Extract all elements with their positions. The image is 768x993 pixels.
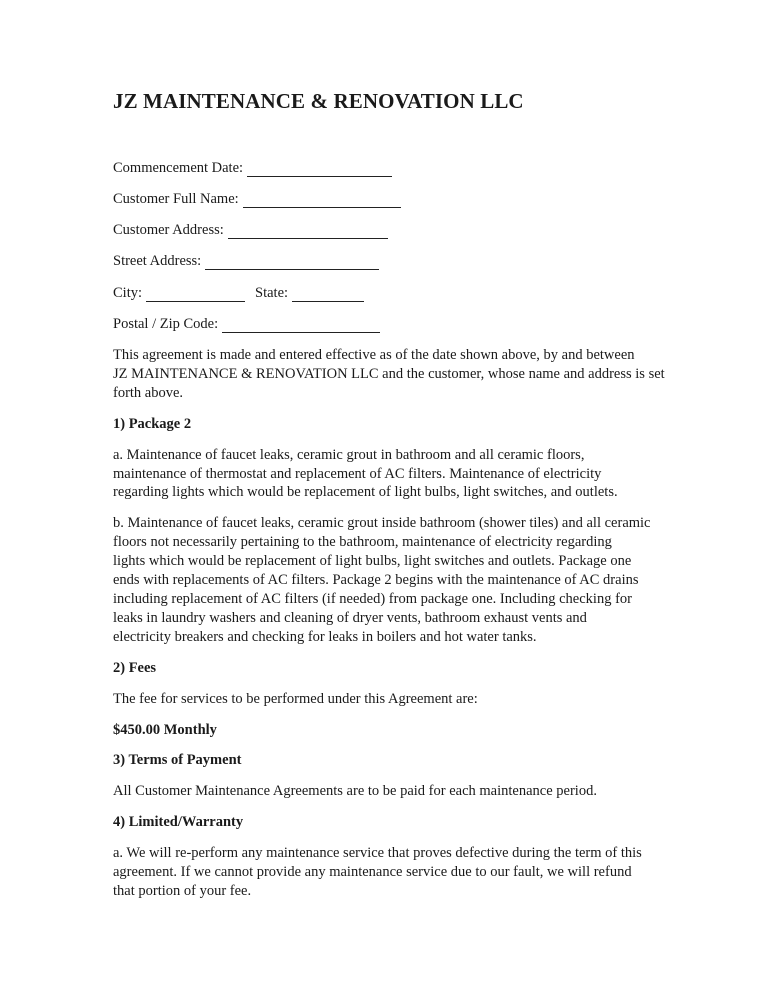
intro-paragraph: [113, 346, 673, 403]
customer-full-name-blank: [243, 194, 401, 208]
postal-zip-label: Postal / Zip Code:: [113, 316, 219, 332]
city-blank: [146, 288, 245, 302]
customer-full-name-label: Customer Full Name:: [113, 191, 239, 207]
customer-address-blank: [228, 225, 388, 239]
street-address-field: [113, 253, 379, 270]
text-line: regarding lights which would be replacement of light bulbs, light switches, and outlets.: [113, 484, 618, 501]
warranty-paragraph-a: [113, 844, 673, 901]
street-address-blank: [205, 256, 379, 270]
commencement-date-label: Commencement Date:: [113, 160, 244, 176]
section-heading-warranty: 4) Limited/Warranty: [113, 814, 244, 831]
fees-paragraph: The fee for services to be performed under this Agreement are:: [113, 690, 478, 707]
city-label: City:: [113, 285, 143, 301]
text-line: including replacement of AC filters (if needed) from package one. Including checking for: [113, 590, 632, 607]
text-line: floors not necessarily pertaining to the bathroom, maintenance of electricity regarding: [113, 534, 612, 551]
text-line: a. We will re-perform any maintenance service that proves defective during the term of this: [113, 845, 642, 862]
postal-zip-blank: [222, 319, 380, 333]
package-paragraph-a: [113, 446, 673, 503]
text-line: electricity breakers and checking for leaks in boilers and hot water tanks.: [113, 628, 537, 645]
text-line: that portion of your fee.: [113, 882, 252, 899]
text-line: maintenance of thermostat and replacement of AC filters. Maintenance of electricity: [113, 465, 602, 482]
text-line: forth above.: [113, 384, 184, 401]
commencement-date-blank: [247, 163, 392, 177]
commencement-date-field: [113, 160, 392, 177]
text-line: leaks in laundry washers and cleaning of dryer vents, bathroom exhaust vents and: [113, 609, 587, 626]
customer-address-label: Customer Address:: [113, 222, 224, 238]
text-line: This agreement is made and entered effective as of the date shown above, by and between: [113, 347, 635, 363]
customer-full-name-field: [113, 191, 401, 208]
text-line: b. Maintenance of faucet leaks, ceramic grout inside bathroom (shower tiles) and all ceramic: [113, 515, 651, 532]
customer-address-field: [113, 222, 388, 239]
text-line: JZ MAINTENANCE & RENOVATION LLC and the customer, whose name and address is set: [113, 365, 665, 382]
city-state-field: [113, 285, 364, 302]
street-address-label: Street Address:: [113, 253, 202, 269]
text-line: a. Maintenance of faucet leaks, ceramic grout in bathroom and all ceramic floors,: [113, 446, 585, 463]
postal-zip-field: [113, 316, 380, 333]
package-paragraph-b: [113, 514, 673, 646]
terms-paragraph: All Customer Maintenance Agreements are to be paid for each maintenance period.: [113, 783, 597, 800]
document-title: JZ MAINTENANCE & RENOVATION LLC: [113, 89, 524, 113]
state-blank: [292, 288, 364, 302]
section-heading-package: 1) Package 2: [113, 415, 192, 432]
text-line: lights which would be replacement of light bulbs, light switches and outlets. Package one: [113, 553, 632, 570]
agreement-body: [113, 346, 673, 913]
text-line: ends with replacements of AC filters. Package 2 begins with the maintenance of AC drains: [113, 572, 639, 589]
state-label: State:: [255, 285, 289, 301]
fee-amount: $450.00 Monthly: [113, 721, 217, 738]
section-heading-terms: 3) Terms of Payment: [113, 752, 242, 769]
text-line: agreement. If we cannot provide any maintenance service due to our fault, we will refund: [113, 864, 632, 881]
section-heading-fees: 2) Fees: [113, 659, 157, 676]
